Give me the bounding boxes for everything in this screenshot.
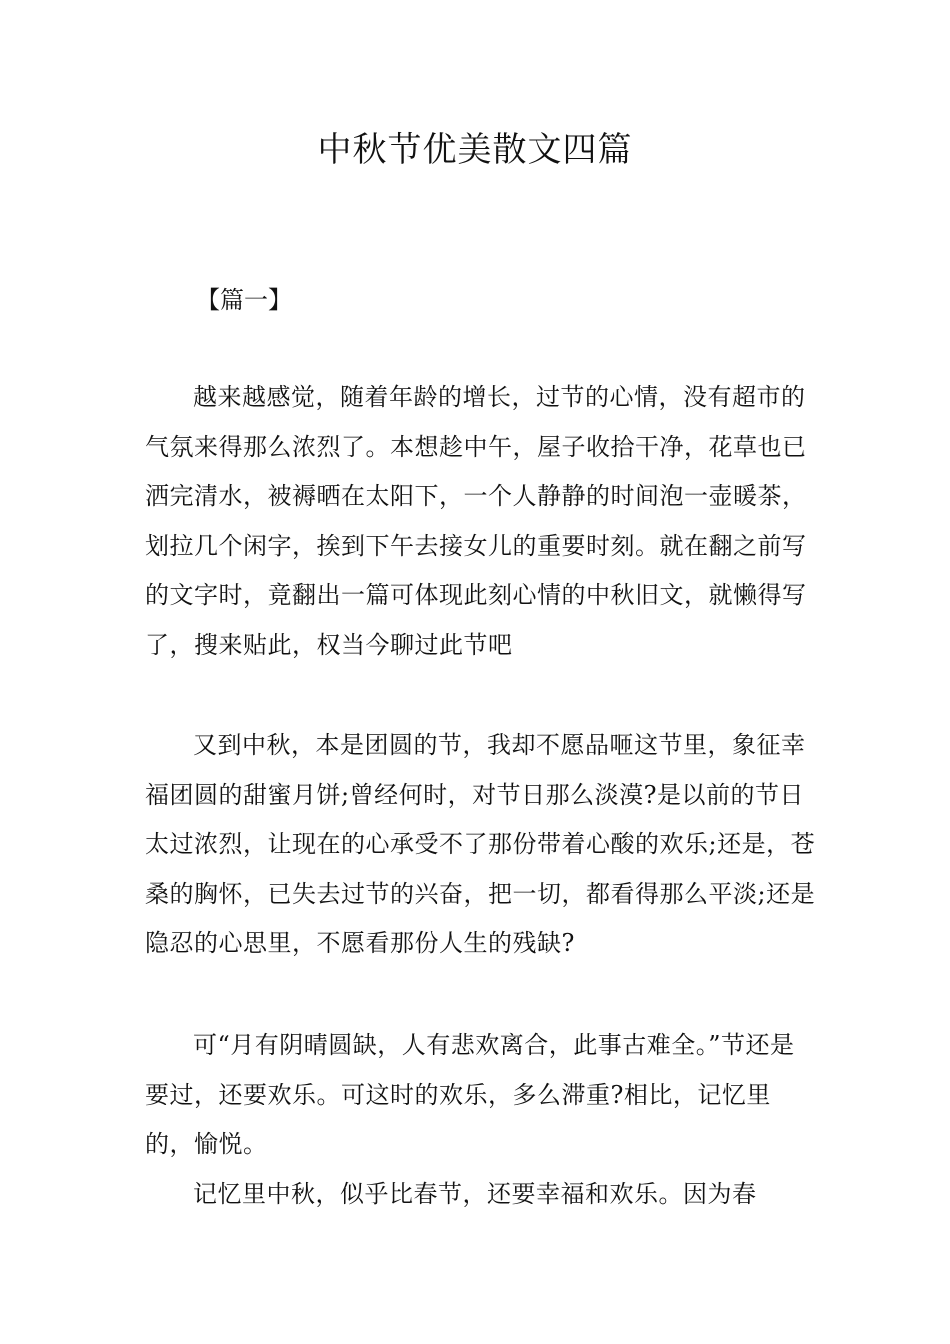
paragraph-4: 记忆里中秋，似乎比春节，还要幸福和欢乐。因为春 — [193, 1180, 757, 1208]
paragraph-1: 越来越感觉，随着年龄的增长，过节的心情，没有超市的气氛来得那么浓烈了。本想趁中午，屋子收拾干净，花草也已洒完清水，被褥晒在太阳下，一个人静静的时间泡一壶暖茶，划拉几个闲字，挨到下午去接女儿的重要时刻。就在翻之前写的文字时，竟翻出一篇可体现此刻心情的中秋旧文，就懒得写了，搜来贴此，权当今聊过此节吧 — [145, 383, 807, 659]
page-title: 中秋节优美散文四篇 — [317, 130, 633, 170]
section-label: 【篇一】 — [196, 286, 292, 314]
paragraph-3: 可“月有阴晴圆缺，人有悲欢离合，此事古难全。”节还是要过，还要欢乐。可这时的欢乐，多么滞重?相比，记忆里的，愉悦。 — [145, 1031, 795, 1158]
paragraph-2: 又到中秋，本是团圆的节，我却不愿品咂这节里，象征幸福团圆的甜蜜月饼;曾经何时，对节日那么淡漠?是以前的节日太过浓烈，让现在的心承受不了那份带着心酸的欢乐;还是，苍桑的胸怀，已失去过节的兴奋，把一切，都看得那么平淡;还是隐忍的心思里，不愿看那份人生的残缺? — [145, 731, 816, 957]
